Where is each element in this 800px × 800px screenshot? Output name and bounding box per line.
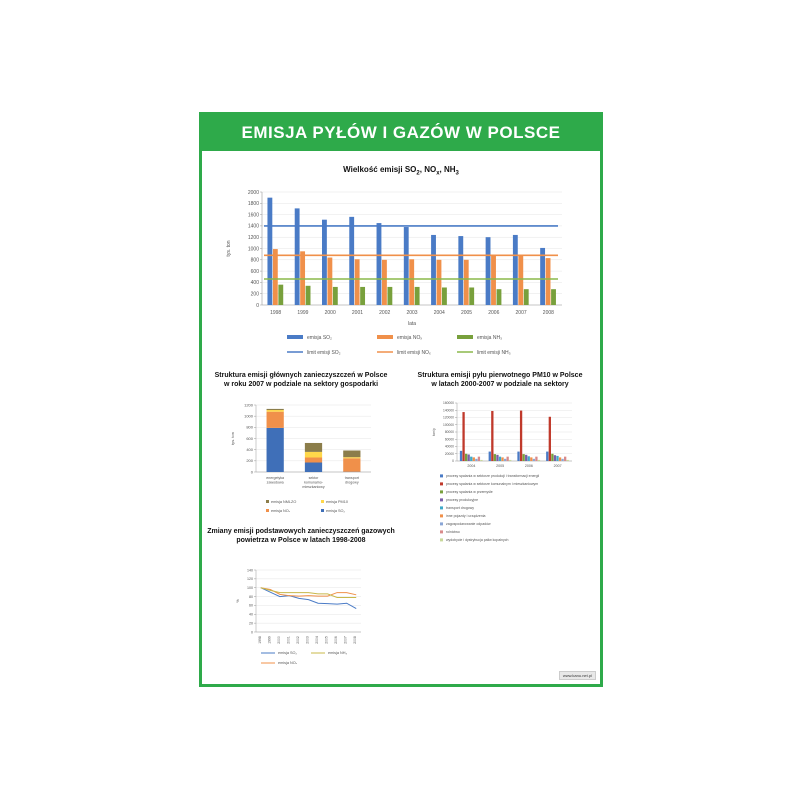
x-tick-label: energetyka	[266, 476, 285, 480]
bar	[520, 411, 522, 461]
y-axis-label: tys. ton	[230, 432, 235, 445]
x-tick-label: 2006	[488, 310, 500, 316]
x-tick-label: 2003	[406, 310, 418, 316]
bar-segment	[305, 463, 322, 472]
x-tick-label: zawodowa	[266, 480, 284, 485]
bar	[478, 457, 480, 461]
bar	[387, 287, 392, 305]
bar	[462, 412, 464, 461]
bar	[528, 456, 530, 461]
bar-segment	[305, 457, 322, 462]
y-tick-label: 20000	[444, 451, 454, 456]
x-tick-label: 2005	[460, 310, 473, 316]
y-tick-label: 1200	[244, 402, 253, 408]
bar	[501, 457, 503, 461]
x-tick-label: 2003	[305, 636, 310, 644]
x-tick-label: 2001	[286, 636, 291, 644]
bar	[377, 223, 382, 305]
bar	[382, 260, 387, 305]
x-tick-label: 2002	[295, 636, 300, 644]
x-tick-label: transport	[344, 476, 359, 480]
y-tick-label: 800	[246, 424, 253, 430]
legend-label: limit emisji SO₂	[307, 350, 341, 356]
y-tick-label: 60000	[444, 437, 454, 442]
bar	[469, 287, 474, 305]
legend-swatch	[440, 482, 443, 485]
bar	[267, 198, 272, 305]
bar	[551, 454, 553, 461]
bar	[533, 459, 535, 461]
y-tick-label: 100	[247, 585, 253, 590]
bar	[494, 454, 496, 461]
y-tick-label: 0	[452, 459, 454, 464]
x-tick-label: 1999	[267, 636, 272, 644]
legend-label: emisja NOₓ	[271, 509, 290, 513]
chart2-svg	[206, 397, 396, 522]
legend-swatch	[266, 500, 269, 503]
chart3-svg	[402, 397, 598, 557]
bar	[530, 457, 532, 461]
bar	[497, 289, 502, 305]
y-tick-label: 400	[246, 447, 253, 453]
y-tick-label: 60	[249, 603, 253, 608]
legend-label: emisja PM10	[326, 500, 348, 504]
legend-label: limit emisji NH₃	[477, 350, 511, 356]
legend-swatch	[457, 335, 473, 339]
bar	[278, 285, 283, 305]
bar	[468, 454, 470, 461]
bar	[295, 208, 300, 305]
bar	[327, 258, 332, 305]
bar	[559, 457, 561, 461]
y-tick-label: 0	[251, 630, 253, 635]
bar	[404, 227, 409, 305]
chart4-title: Zmiany emisji podstawowych zanieczyszczeń gazowych powietrza w Polsce w latach 1998-2008	[207, 528, 395, 544]
bar	[486, 237, 491, 305]
bar	[525, 455, 527, 461]
bar	[360, 287, 365, 305]
y-tick-label: 1400	[247, 223, 259, 230]
x-tick-label: 1998	[257, 636, 262, 644]
x-tick-label: 2002	[379, 310, 391, 316]
chart3-title: Struktura emisji pyłu pierwotnego PM10 w Polsce w latach 2000-2007 w podziale na sektory	[417, 372, 583, 388]
y-tick-label: 1000	[244, 413, 253, 419]
bar	[546, 452, 548, 461]
x-axis-label: lata	[407, 321, 417, 327]
bar	[524, 289, 529, 305]
bar	[567, 460, 569, 461]
legend-label: emisja SO₂	[278, 651, 297, 655]
y-tick-label: 120000	[442, 415, 454, 420]
bar	[538, 460, 540, 461]
bar	[464, 260, 469, 305]
y-tick-label: 600	[246, 435, 253, 441]
legend-swatch	[440, 530, 443, 533]
bar	[518, 255, 523, 305]
legend-label: limit emisji NOₓ	[397, 350, 431, 356]
y-tick-label: 140000	[442, 408, 454, 413]
bar	[333, 287, 338, 305]
bar	[460, 451, 462, 461]
x-tick-label: 2000	[324, 310, 336, 316]
legend-label: rolnictwo	[446, 530, 460, 534]
bar	[489, 452, 491, 461]
legend-swatch	[321, 509, 324, 512]
x-tick-label: 2005	[496, 464, 505, 468]
legend-swatch	[377, 335, 393, 339]
y-tick-label: 200	[250, 291, 259, 298]
chart1-svg	[202, 180, 600, 360]
y-tick-label: 800	[250, 257, 259, 264]
y-axis-label: %	[235, 599, 240, 603]
bar	[273, 249, 278, 305]
chart1-title: Wielkość emisji $SO_2$, $NO_x$, $NH_3$	[343, 165, 459, 177]
y-tick-label: 600	[250, 268, 259, 275]
legend-label: procesy spalania w przemyśle	[446, 490, 493, 494]
bar	[491, 255, 496, 305]
y-tick-label: 1600	[247, 212, 259, 219]
legend-label: emisja NMLZO	[271, 500, 297, 504]
y-axis-label: ton/y	[432, 428, 436, 436]
x-tick-label: 2007	[553, 464, 562, 468]
bar	[470, 457, 472, 461]
y-tick-label: 80000	[444, 430, 454, 435]
x-tick-label: 2000	[276, 636, 281, 644]
y-tick-label: 100000	[442, 422, 454, 427]
y-tick-label: 160000	[442, 401, 454, 406]
chart2-title: Struktura emisji głównych zanieczyszczeń w Polsce w roku 2007 w podziale na sektory gospodarki	[214, 372, 388, 388]
bar	[431, 235, 436, 305]
poster	[199, 112, 603, 687]
bar	[415, 287, 420, 305]
legend-label: wydobycie i dystrybucja paliw kopalnych	[446, 538, 509, 542]
footer-logo: www.kanu.net.pl	[559, 671, 596, 680]
y-tick-label: 1000	[247, 246, 259, 253]
bar	[491, 411, 493, 461]
x-tick-label: drogowy	[345, 480, 359, 485]
chart4-svg	[206, 562, 396, 687]
bar	[551, 289, 556, 305]
x-tick-label: 2008	[353, 636, 358, 644]
y-tick-label: 40	[249, 612, 253, 617]
bar-segment	[343, 451, 360, 458]
x-tick-label: 2001	[351, 310, 364, 316]
legend-swatch	[440, 522, 443, 525]
legend-swatch	[440, 474, 443, 477]
y-tick-label: 200	[246, 458, 253, 464]
legend-swatch	[440, 506, 443, 509]
bar	[517, 452, 519, 461]
bar	[535, 457, 537, 461]
bar	[554, 455, 556, 461]
bar	[349, 217, 354, 305]
y-tick-label: 20	[249, 621, 253, 626]
bar-segment	[267, 409, 284, 410]
legend-label: transport drogowy	[446, 506, 475, 510]
bar	[507, 457, 509, 461]
y-tick-label: 400	[250, 280, 259, 287]
bar	[504, 459, 506, 461]
x-tick-label: 2006	[524, 464, 533, 468]
bar	[355, 259, 360, 305]
bar	[556, 456, 558, 461]
bar	[496, 455, 498, 461]
legend-label: procesy spalania w sektorze komunalnym i mieszkaniowym	[446, 482, 539, 486]
bar	[561, 459, 563, 461]
bar	[473, 457, 475, 461]
bar	[475, 459, 477, 461]
x-tick-label: 2007	[343, 636, 348, 644]
bar	[322, 220, 327, 305]
legend-swatch	[440, 490, 443, 493]
legend-label: procesy produkcyjne	[446, 498, 479, 502]
bar	[564, 457, 566, 461]
bar	[306, 286, 311, 305]
poster-title: EMISJA PYŁÓW I GAZÓW W POLSCE	[241, 123, 561, 142]
bar	[458, 236, 463, 305]
legend-label: procesy spalania w sektorze produkcji i transformacji energii	[446, 474, 540, 478]
x-tick-label: 2004	[315, 636, 320, 644]
y-tick-label: 0	[250, 469, 253, 475]
x-tick-label: mieszkaniowy	[302, 485, 325, 489]
x-tick-label: 2004	[433, 310, 445, 316]
legend-label: emisja NOₓ	[397, 335, 422, 341]
bar	[549, 417, 551, 461]
bar-segment	[267, 412, 284, 428]
bar-segment	[343, 457, 360, 458]
bar	[409, 259, 414, 305]
y-tick-label: 40000	[444, 444, 454, 449]
y-tick-label: 80	[249, 594, 253, 599]
legend-swatch	[440, 498, 443, 501]
x-tick-label: sektor	[308, 476, 319, 480]
legend-swatch	[440, 514, 443, 517]
bar	[522, 454, 524, 461]
y-tick-label: 1200	[247, 234, 259, 241]
bar	[546, 258, 551, 305]
bar-segment	[305, 452, 322, 458]
y-tick-label: 140	[247, 568, 253, 573]
legend-swatch	[266, 509, 269, 512]
y-axis-label: tys. ton	[226, 240, 232, 257]
bar	[499, 457, 501, 461]
bar	[437, 260, 442, 305]
bar-segment	[267, 428, 284, 472]
legend-label: inne pojazdy i urządzenia	[446, 514, 486, 518]
x-tick-label: komunalno-	[304, 480, 323, 485]
legend-label: emisja NH₃	[328, 651, 348, 655]
bar	[513, 235, 518, 305]
legend-label: emisja NH₃	[477, 335, 503, 341]
bar-segment	[343, 458, 360, 471]
bar	[442, 287, 447, 305]
bar-segment	[305, 443, 322, 452]
legend-label: zagospodarowanie odpadów	[446, 522, 491, 526]
x-tick-label: 2004	[467, 464, 476, 468]
x-tick-label: 2007	[515, 310, 527, 316]
x-tick-label: 2008	[542, 310, 554, 316]
legend-label: emisja SO₂	[326, 509, 345, 513]
y-tick-label: 0	[256, 302, 259, 309]
legend-label: emisja SO₂	[307, 335, 333, 341]
x-tick-label: 2006	[334, 636, 339, 644]
x-tick-label: 2005	[324, 636, 329, 644]
bar	[465, 454, 467, 461]
x-tick-label: 1998	[270, 310, 282, 316]
bar	[540, 248, 545, 305]
y-tick-label: 1800	[247, 201, 259, 208]
y-tick-label: 2000	[247, 189, 259, 196]
poster-header	[202, 115, 600, 151]
x-tick-label: 1999	[297, 310, 309, 316]
legend-swatch	[440, 538, 443, 541]
legend-swatch	[287, 335, 303, 339]
legend-swatch	[321, 500, 324, 503]
bar	[480, 460, 482, 461]
bar	[509, 460, 511, 461]
legend-label: emisja NOₓ	[278, 661, 297, 665]
bar	[300, 251, 305, 305]
y-tick-label: 120	[247, 577, 253, 582]
bar-segment	[267, 410, 284, 412]
